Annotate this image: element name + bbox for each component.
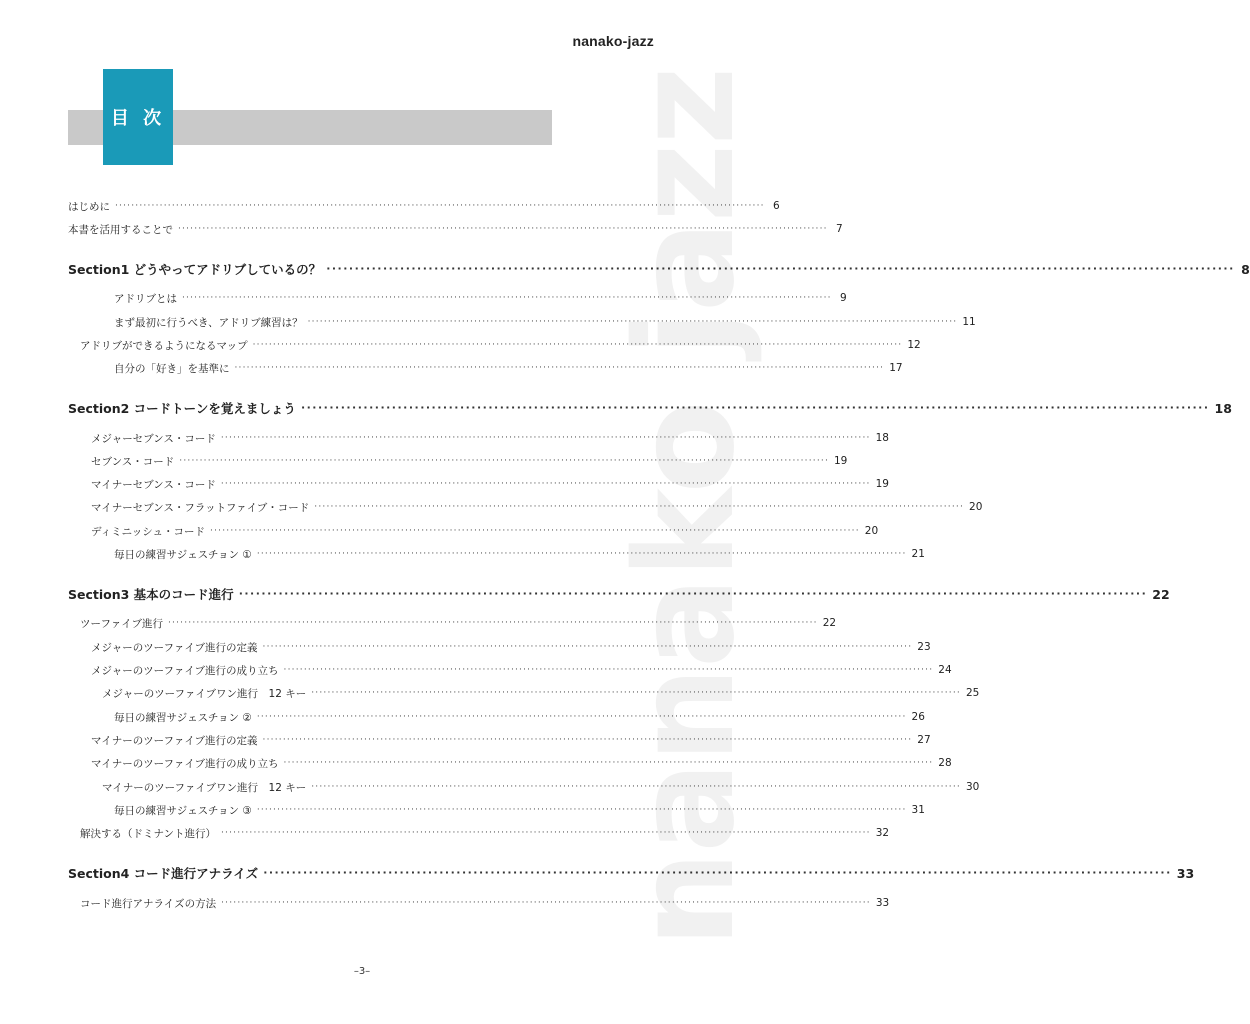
leader-dots: ································································································································································ [256,712,907,722]
toc-entry-label: はじめに [68,200,110,213]
toc-entry-label: マイナーのツーファイブ進行の成り立ち [91,757,279,770]
toc-entry-label: Section1 どうやってアドリブしているの？ [68,262,322,277]
toc-entry-label: アドリブができるようになるマップ [80,339,248,352]
toc-entry[interactable] [114,800,925,820]
leader-dots: ································································································································································ [234,363,885,373]
leader-dots: ································································································································································ [220,828,871,838]
toc-entry[interactable] [102,683,980,703]
leader-dots: ································································································································································ [256,549,907,559]
leader-dots: ································································································································································ [311,688,961,698]
toc-entry-label: マイナーのツーファイブワン進行 12 キー [102,781,307,794]
toc-entry-page: 20 [864,525,879,537]
leader-dots: ································································································································································ [256,805,907,815]
toc-entry-page: 19 [834,455,848,467]
toc-entry-page: 8 [1241,261,1250,277]
toc-entry-label: マイナーのツーファイブ進行の定義 [91,734,258,747]
leader-dots: ································································································································································ [262,735,913,745]
toc-entry-label: メジャーのツーファイブ進行の成り立ち [91,664,279,677]
toc-entry-label: 本書を活用することで [68,223,173,236]
toc-entry-page: 18 [1214,400,1232,416]
toc-entry-page: 28 [938,757,952,769]
leader-dots: ································································································································································ [182,293,832,303]
toc-entry[interactable] [80,335,921,355]
toc-entry-label: コード進行アナライズの方法 [80,897,217,910]
toc-section-heading[interactable] [68,863,1195,883]
toc-entry-page: 22 [822,617,837,629]
toc-entry-page: 31 [911,804,925,816]
toc-entry[interactable] [91,451,848,471]
toc-entry-page: 19 [875,478,889,490]
leader-dots: ································································································································································ [238,587,1148,600]
leader-dots: ································································································································································ [115,201,765,211]
toc-entry-page: 33 [875,897,890,909]
toc-entry-label: アドリブとは [114,292,177,305]
leader-dots: ································································································································································ [311,782,961,792]
toc-entry-label: 毎日の練習サジェスチョン ② [114,711,252,724]
toc-entry[interactable] [91,637,931,657]
toc-entry[interactable] [102,777,980,797]
leader-dots: ································································································································································ [314,502,965,512]
toc-entry-page: 25 [965,687,980,699]
toc-entry-page: 21 [911,548,925,560]
toc-entry[interactable] [114,544,925,564]
toc-entry[interactable] [91,521,879,541]
toc-entry-page: 9 [840,292,847,304]
toc-entry-page: 26 [911,711,925,723]
leader-dots: ································································································································································ [220,433,871,443]
toc-entry-label: マイナーセブンス・コード [91,478,216,491]
toc-entry-page: 24 [938,664,952,676]
toc-entry-page: 33 [1176,865,1195,881]
toc-entry[interactable] [91,428,889,448]
toc-entry[interactable] [91,730,931,750]
toc-section-heading[interactable] [68,584,1170,604]
toc-entry-label: セブンス・コード [91,455,175,468]
leader-dots: ································································································································································ [210,526,860,536]
toc-entry-label: ディミニッシュ・コード [91,525,206,538]
toc-entry-label: マイナーセブンス・フラットファイブ・コード [91,501,310,514]
toc-entry[interactable] [114,288,847,308]
toc-title: 目 次 [110,108,166,129]
toc-entry-label: メジャーのツーファイブワン進行 12 キー [102,687,307,700]
toc-entry-label: まず最初に行うべき、アドリブ練習は？ [114,316,303,329]
leader-dots: ································································································································································ [262,642,913,652]
toc-entry-label: Section3 基本のコード進行 [68,587,234,602]
toc-section-heading[interactable] [68,398,1232,418]
toc-entry-label: Section4 コード進行アナライズ [68,866,259,881]
toc-entry-label: Section2 コードトーンを覚えましょう [68,401,296,416]
toc-entry[interactable] [68,196,780,216]
toc-entry-page: 17 [889,362,903,374]
toc-entry[interactable] [80,893,890,913]
leader-dots: ································································································································································ [179,456,829,466]
toc-entry-label: 解決する（ドミナント進行） [80,827,216,840]
toc-entry-label: 毎日の練習サジェスチョン ③ [114,804,252,817]
watermark-text: nanako jazz [607,68,765,948]
toc-entry-page: 30 [965,781,980,793]
toc-entry[interactable] [114,358,903,378]
brand-name: nanako-jazz [572,33,654,49]
leader-dots: ································································································································································ [263,866,1172,879]
leader-dots: ································································································································································ [178,224,828,234]
toc-entry[interactable] [91,753,952,773]
toc-entry-page: 12 [907,339,921,351]
leader-dots: ································································································································································ [283,758,934,768]
leader-dots: ································································································································································ [300,401,1210,414]
toc-entry[interactable] [91,474,889,494]
leader-dots: ································································································································································ [307,317,958,327]
page-number: –3– [353,966,371,977]
toc-entry-page: 22 [1152,586,1170,602]
leader-dots: ································································································································································ [252,340,903,350]
toc-entry-page: 27 [917,734,931,746]
toc-title-box [103,69,173,165]
toc-entry[interactable] [80,613,837,633]
leader-dots: ································································································································································ [221,898,871,908]
toc-entry-page: 18 [875,432,889,444]
toc-entry-page: 11 [962,316,976,328]
toc-entry-label: ツーファイブ進行 [80,617,163,630]
toc-entry-label: 毎日の練習サジェスチョン ① [114,548,252,561]
leader-dots: ································································································································································ [220,479,871,489]
toc-entry-label: メジャーセブンス・コード [91,432,216,445]
toc-entry[interactable] [114,312,976,332]
leader-dots: ································································································································································ [326,262,1235,275]
toc-entry[interactable] [68,219,843,239]
toc-entry[interactable] [91,497,983,517]
leader-dots: ································································································································································ [283,665,934,675]
toc-entry-label: 自分の「好き」を基準に [114,362,230,375]
leader-dots: ································································································································································ [167,618,818,628]
toc-entry-page: 32 [875,827,890,839]
toc-entry-page: 7 [836,223,843,235]
toc-entry-page: 6 [773,200,780,212]
toc-entry-page: 23 [917,641,931,653]
toc-entry-page: 20 [969,501,983,513]
toc-entry[interactable] [80,823,890,843]
toc-entry[interactable] [114,707,925,727]
toc-entry[interactable] [91,660,952,680]
toc-section-heading[interactable] [68,259,1250,279]
toc-entry-label: メジャーのツーファイブ進行の定義 [91,641,258,654]
